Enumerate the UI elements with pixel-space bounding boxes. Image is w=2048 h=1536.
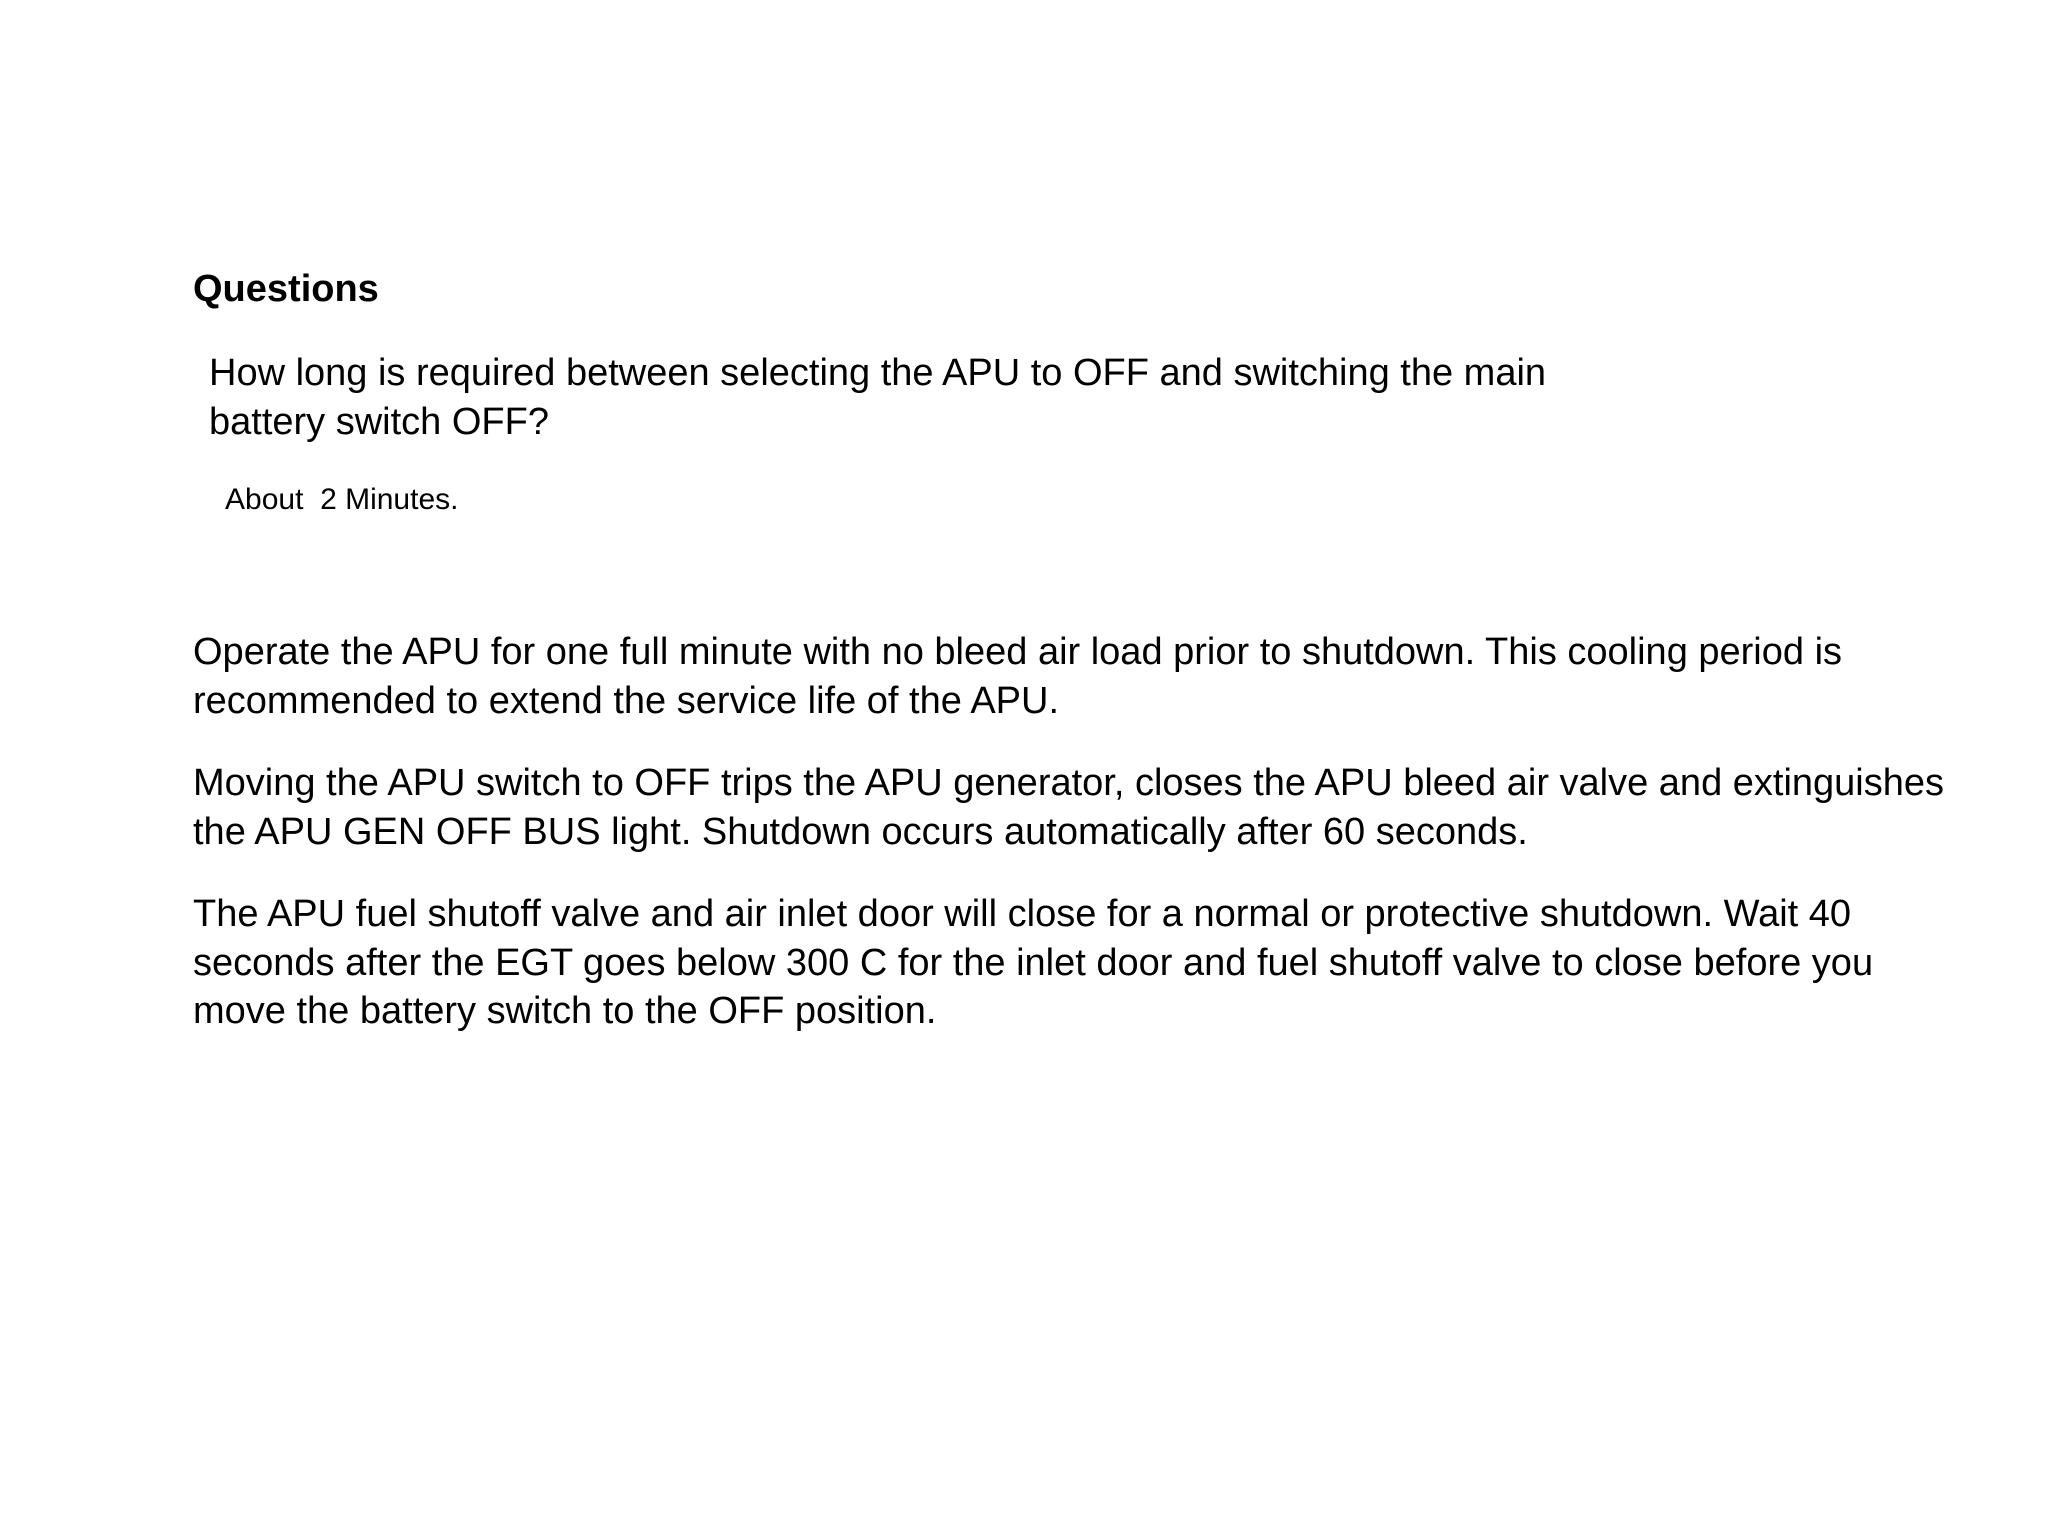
slide-heading: Questions <box>193 268 379 310</box>
paragraph-fuel-shutoff: The APU fuel shutoff valve and air inlet door will close for a normal or protective shutdown. Wait 40 seconds after the EGT goes below 300 C for the inlet door and fuel shutoff valve to close before you move the battery switch to the OFF position. <box>193 893 1874 1032</box>
question-text: How long is required between selecting the APU to OFF and switching the main battery switch OFF? <box>209 352 1547 443</box>
answer-text: About 2 Minutes. <box>225 483 459 516</box>
paragraph-cooling-period: Operate the APU for one full minute with no bleed air load prior to shutdown. This cooling period is recommended to extend the service life of the APU. <box>193 631 1843 722</box>
paragraph-apu-switch-off: Moving the APU switch to OFF trips the APU generator, closes the APU bleed air valve and extinguishes the APU GEN OFF BUS light. Shutdown occurs automatically after 60 seconds. <box>193 762 1945 853</box>
